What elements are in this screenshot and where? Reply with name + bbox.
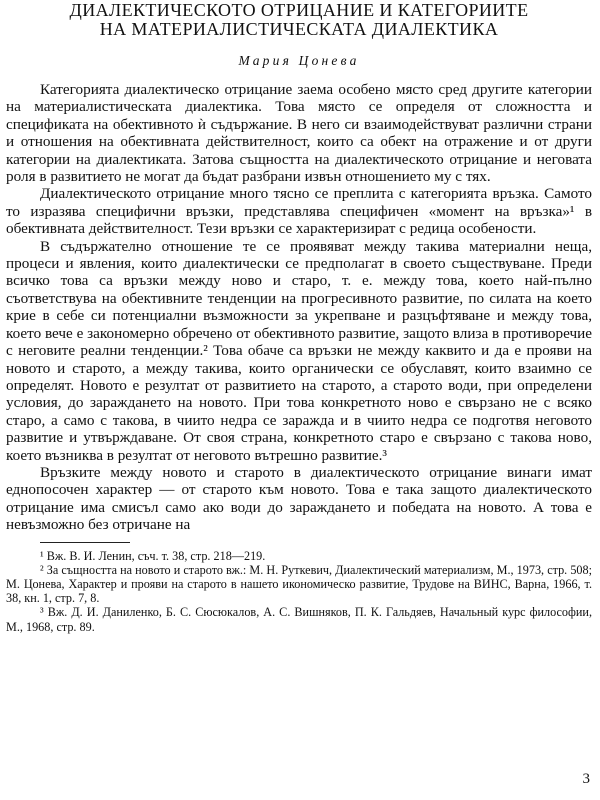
author-name: Мария Цонева: [238, 53, 360, 68]
footnote-2: ² За същността на новото и старото вж.: М. Н. Руткевич, Диалектический материализм, М., 1973, стр. 508; М. Цонева, Характер и прояви на старото в нашето икономическо развитие, Трудове на ВИНС, Варна, 1966, т. 38, кн. 1, стр. 7, 8.: [6, 562, 592, 606]
paragraph-4: Връзките между новото и старото в диалектическото отрицание винаги имат еднопосочен характер — от старото към новото. Това е така защото диалектическото отрицание има смисъл само ако води до зараждането и победата на новото. А това е невъзможно без отричане на: [6, 463, 592, 534]
footnotes: [6, 549, 592, 634]
title-line-2: НА МАТЕРИАЛИСТИЧЕСКАТА ДИАЛЕКТИКА: [99, 19, 499, 39]
footnote-1: ¹ Вж. В. И. Ленин, съч. т. 38, стр. 218—219.: [40, 548, 266, 563]
footnote-divider: [40, 542, 130, 543]
paragraph-1: Категорията диалектическо отрицание заема особено място сред другите категории на материалистическата диалектика. Това място се определя от сложността и спецификата на обективното ѝ съдържание. В него си взаимодействуват различни страни и отношения на обективната действителност, които са обект на отражение и от други категории на диалектиката. Затова същността на диалектическото отрицание и неговата роля в развитието не могат да бъдат разбрани извън отношението му с тях.: [6, 81, 592, 186]
article-title: [6, 1, 592, 39]
page-number: 3: [582, 771, 590, 787]
article-body: [6, 81, 592, 534]
paragraph-2: Диалектическото отрицание много тясно се преплита с категорията връзка. Самото то изразява специфични връзки, представлява специфичен «момент на връзка»¹ в обективната действителност. Тези връзки се характеризират с редица особености.: [6, 185, 592, 238]
title-line-1: ДИАЛЕКТИЧЕСКОТО ОТРИЦАНИЕ И КАТЕГОРИИТЕ: [69, 0, 529, 20]
paragraph-3: В съдържателно отношение те се проявяват между такива материални неща, процеси и явления, които диалектически се предполагат в своето съществуване. Преди всичко това са връзки между ново и старо, т. е. между това, което най-пълно съответствува на обективните тенденции на прогресивното развитие, по силата на което крие в себе си потенциални възможности за укрепване и разцъфтяване и между това, което вече е закономерно обречено от обективното развитие, защото влиза в противоречие с неговите реални тенденции.² Това обаче са връзки не между каквито и да е прояви на новото и старото, а между такива, които органически се обуславят, които взаимно се определят. Новото е резултат от развитието на старото, а старото води, при определени условия, до зараждането на новото. При това конкретното ново е свързано не с всяко старо, а само с такова, в чиито недра се заражда и в чиито недра се подготвя неговото развитие и утвърждаване. От своя страна, конкретното старо е свързано с такова ново, което възниква в резултат от неговото вътрешно развитие.³: [6, 237, 592, 464]
footnote-3: ³ Вж. Д. И. Даниленко, Б. С. Сюсюкалов, А. С. Вишняков, П. К. Гальдяев, Начальный курс философии, М., 1968, стр. 89.: [6, 605, 592, 634]
